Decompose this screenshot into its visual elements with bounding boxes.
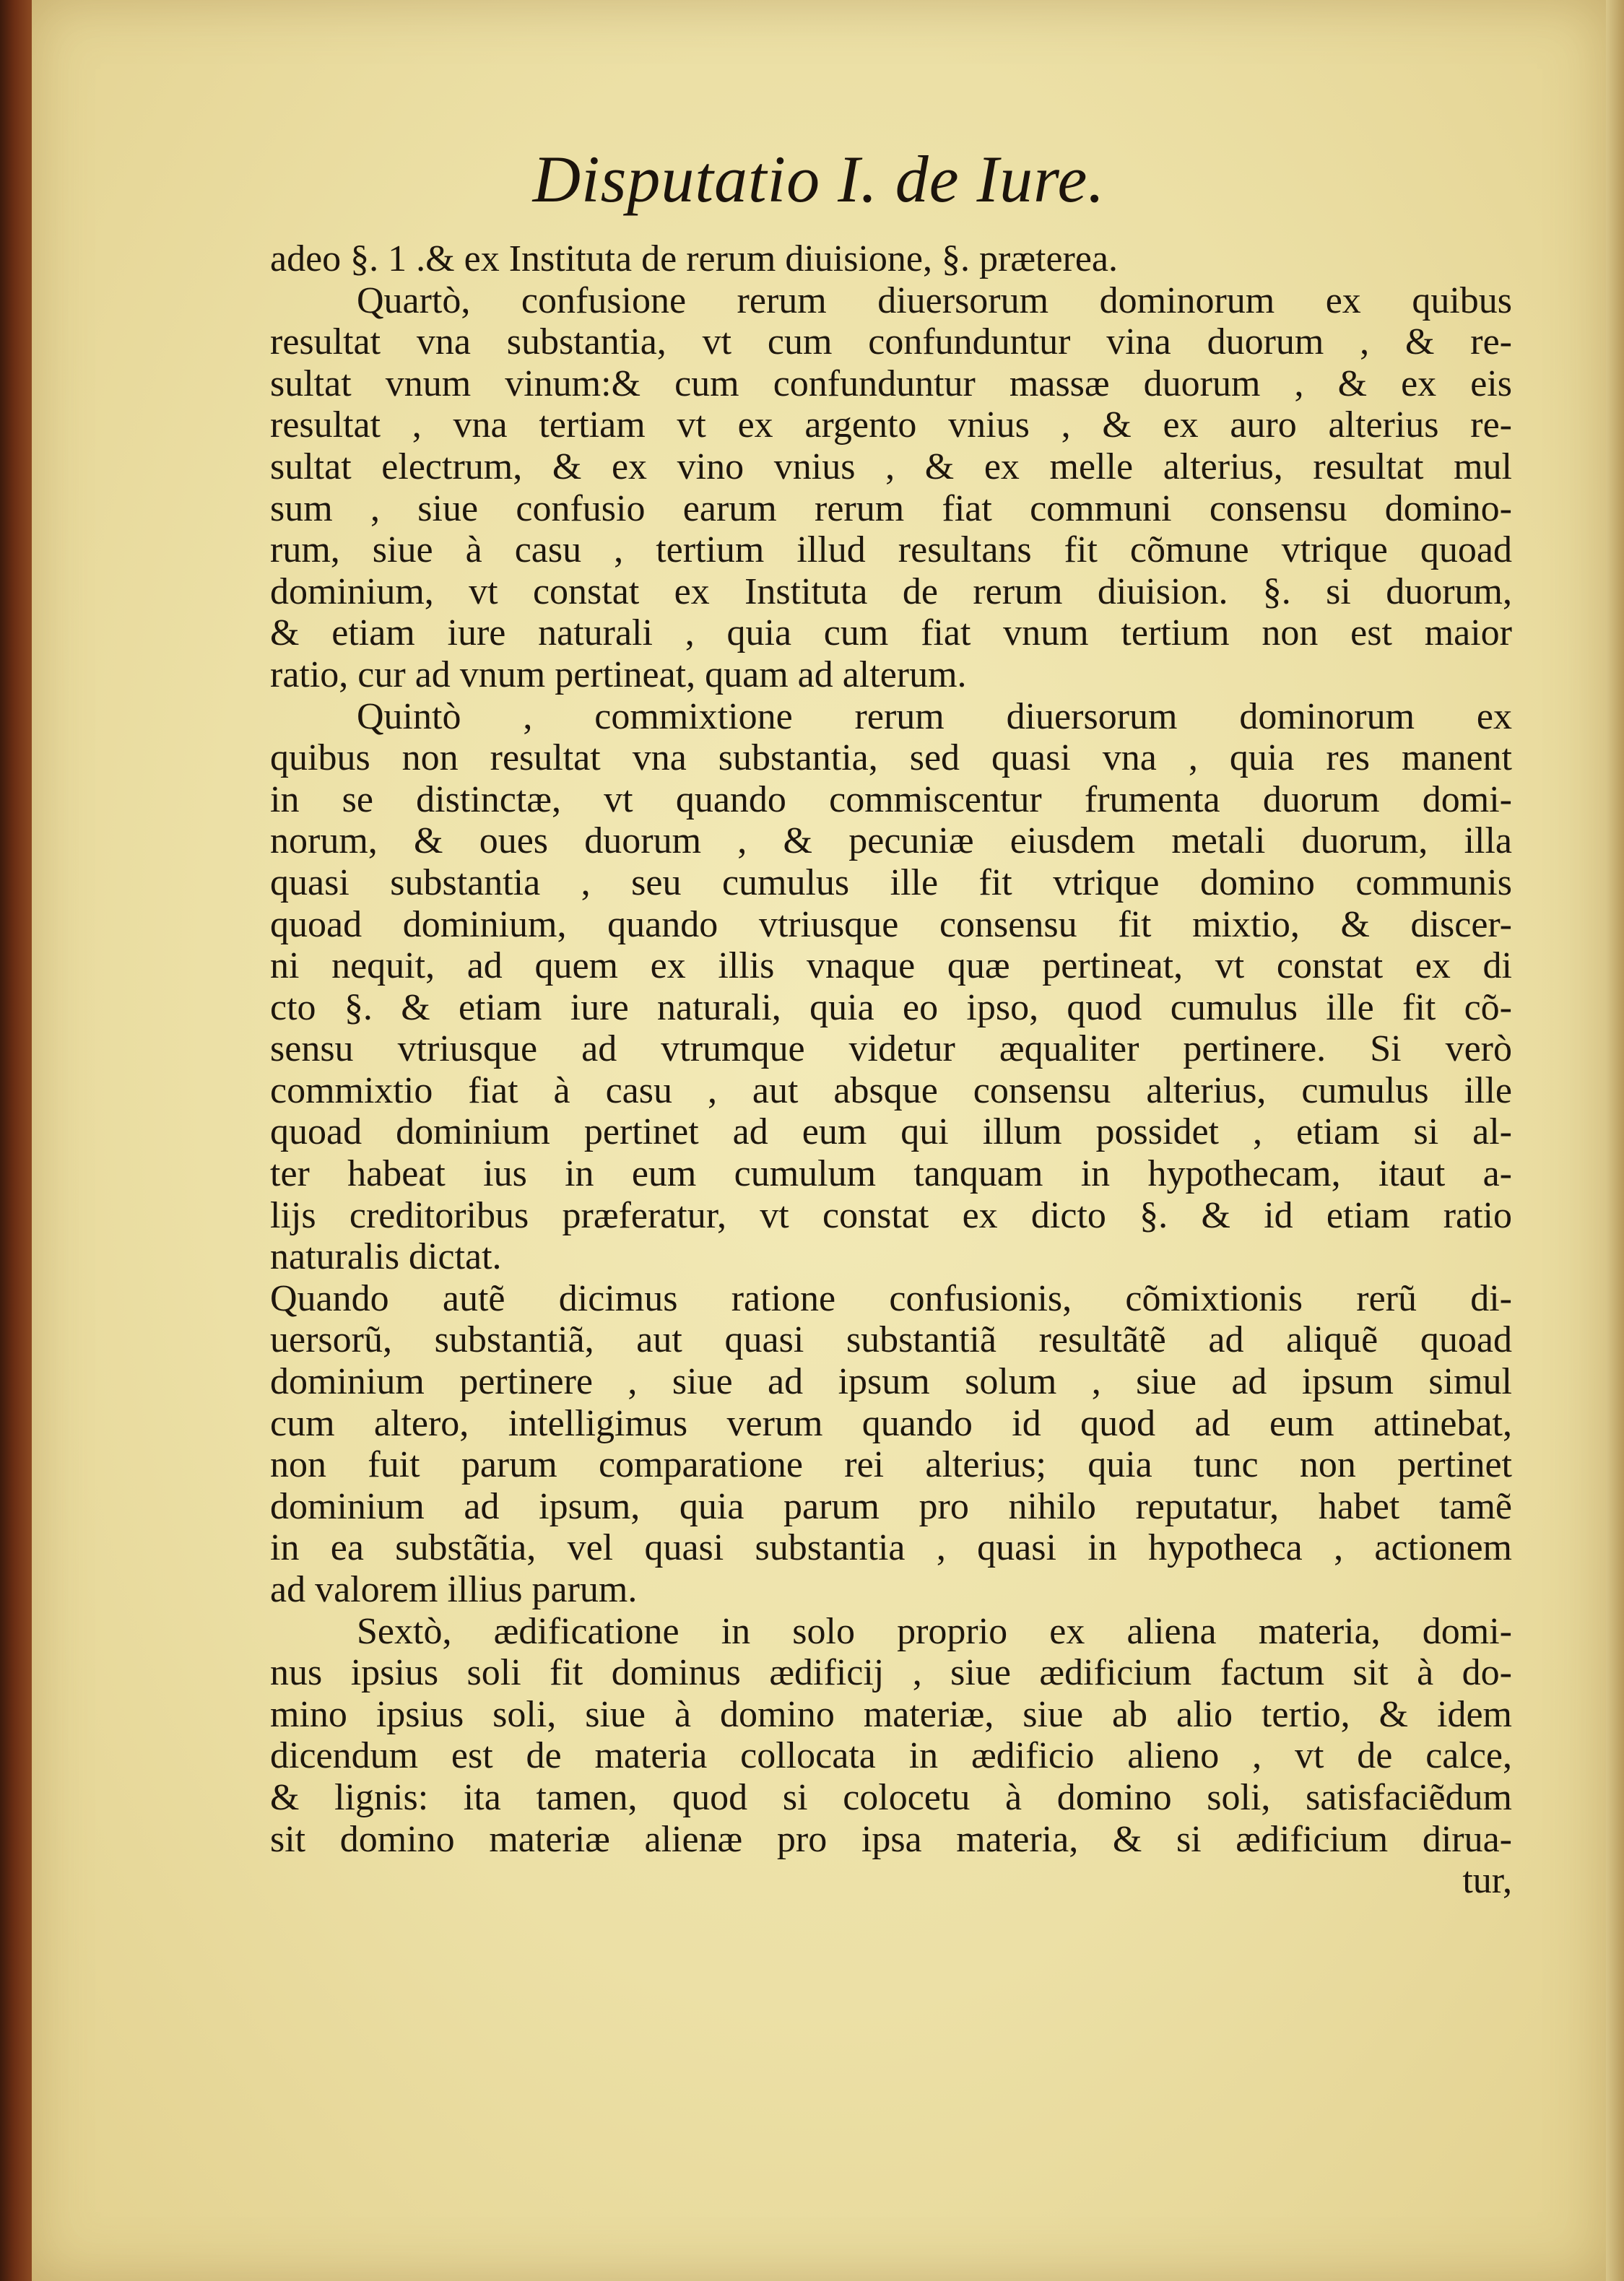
running-head: Disputatio I. de Iure. [532, 142, 1106, 216]
text-line: ratio, cur ad vnum pertineat, quam ad alterum. [270, 653, 967, 695]
text-line: nus ipsius soli fit dominus ædificij , siue ædificium factum sit à do- [270, 1652, 1512, 1694]
text-line: quoad dominium, quando vtriusque consensu fit mixtio, & discer- [270, 903, 1512, 945]
text-line: & lignis: ita tamen, quod si colocetu à domino soli, satisfaciẽdum [270, 1776, 1512, 1818]
text-line: tur, [1462, 1860, 1512, 1902]
text-line: resultat , vna tertiam vt ex argento vnius , & ex auro alterius re- [270, 404, 1512, 446]
text-line: quasi substantia , seu cumulus ille fit vtrique domino communis [270, 861, 1512, 903]
text-line: sultat vnum vinum:& cum confunduntur massæ duorum , & ex eis [270, 362, 1512, 404]
text-line: sit domino materiæ alienæ pro ipsa materia, & si ædificium diruа- [270, 1818, 1512, 1860]
text-line: sum , siue confusio earum rerum fiat communi consensu domino- [270, 487, 1512, 529]
text-line: dominium ad ipsum, quia parum pro nihilo reputatur, habet tamẽ [270, 1485, 1512, 1527]
text-line: adeo §. 1 .& ex Instituta de rerum diuisione, §. præterea. [270, 238, 1119, 279]
text-line: cto §. & etiam iure naturali, quia eo ipso, quod cumulus ille fit cõ- [270, 986, 1512, 1028]
text-line: dicendum est de materia collocata in ædificio alieno , vt de calce, [270, 1735, 1512, 1777]
text-line: in ea substãtia, vel quasi substantia , quasi in hypotheca , actionem [270, 1527, 1512, 1569]
text-line: in se distinctæ, vt quando commiscentur frumenta duorum domi- [270, 778, 1512, 820]
text-line: quoad dominium pertinet ad eum qui illum possidet , etiam si al- [270, 1111, 1512, 1153]
text-line: Quintò , commixtione rerum diuersorum dominorum ex [357, 695, 1512, 737]
text-line: mino ipsius soli, siue à domino materiæ, siue ab alio tertio, & idem [270, 1693, 1512, 1735]
text-line: sultat electrum, & ex vino vnius , & ex melle alterius, resultat mul [270, 446, 1512, 487]
text-line: & etiam iure naturali , quia cum fiat vnum tertium non est maior [270, 612, 1512, 654]
text-line: ter habeat ius in eum cumulum tanquam in hypothecam, itaut a- [270, 1153, 1512, 1195]
text-line: naturalis dictat. [270, 1236, 502, 1278]
text-line: Quando autẽ dicimus ratione confusionis, cõmixtionis rerũ di- [270, 1277, 1512, 1319]
text-line: norum, & oues duorum , & pecuniæ eiusdem metali duorum, illa [270, 820, 1512, 862]
page-edge [1606, 0, 1624, 2281]
text-line: quibus non resultat vna substantia, sed quasi vna , quia res manent [270, 737, 1512, 779]
text-line: ni nequit, ad quem ex illis vnaque quæ pertineat, vt constat ex di [270, 945, 1512, 987]
book-spine-edge [0, 0, 32, 2281]
text-line: sensu vtriusque ad vtrumque videtur æqualiter pertinere. Si verò [270, 1028, 1512, 1070]
body-text [270, 238, 1512, 1902]
text-line: lijs creditoribus præferatur, vt constat ex dicto §. & id etiam ratio [270, 1194, 1512, 1236]
text-line: rum, siue à casu , tertium illud resultans fit cõmune vtrique quoad [270, 529, 1512, 571]
text-line: cum altero, intelligimus verum quando id quod ad eum attinebat, [270, 1402, 1512, 1444]
text-line: Sextò, ædificatione in solo proprio ex aliena materia, domi- [357, 1610, 1512, 1652]
text-line: resultat vna substantia, vt cum confunduntur vina duorum , & re- [270, 321, 1512, 363]
text-line: dominium, vt constat ex Instituta de rerum diuision. §. si duorum, [270, 570, 1512, 612]
text-line: uersorũ, substantiã, aut quasi substantiã resultãtẽ ad aliquẽ quoad [270, 1319, 1512, 1361]
text-line: ad valorem illius parum. [270, 1569, 638, 1610]
book-page [32, 0, 1606, 2281]
text-line: non fuit parum comparatione rei alterius; quia tunc non pertinet [270, 1444, 1512, 1486]
text-line: Quartò, confusione rerum diuersorum dominorum ex quibus [357, 279, 1512, 321]
text-line: commixtio fiat à casu , aut absque consensu alterius, cumulus ille [270, 1069, 1512, 1111]
text-line: dominium pertinere , siue ad ipsum solum , siue ad ipsum simul [270, 1361, 1512, 1403]
